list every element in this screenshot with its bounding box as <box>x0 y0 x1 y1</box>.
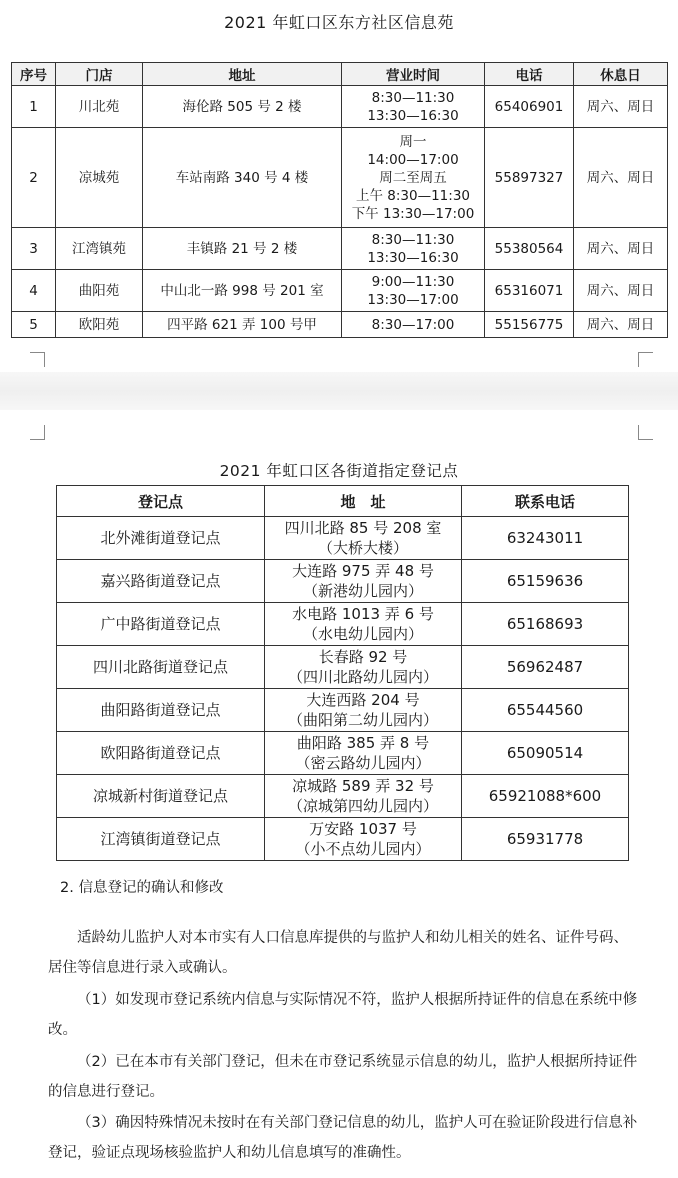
row-number: 1 <box>12 86 56 128</box>
rest-days: 周六、周日 <box>574 270 668 312</box>
hours-line: 8:30—11:30 <box>371 231 455 248</box>
header-cell: 休息日 <box>574 63 668 86</box>
address-note: （新港幼儿园内） <box>302 582 423 600</box>
table-header-row <box>12 63 668 86</box>
header-cell: 登记点 <box>57 486 265 517</box>
body-paragraph <box>48 923 638 983</box>
store-name: 曲阳苑 <box>56 270 143 312</box>
registration-point-address <box>265 517 462 560</box>
hours-line: 13:30—16:30 <box>367 249 459 266</box>
row-number: 3 <box>12 228 56 270</box>
table-row <box>12 128 668 228</box>
address-line: 万安路 1037 号 <box>309 820 417 838</box>
store-phone: 65316071 <box>485 270 574 312</box>
row-number: 2 <box>12 128 56 228</box>
header-cell: 地址 <box>143 63 342 86</box>
address-line: 凉城路 589 弄 32 号 <box>292 777 434 795</box>
hours-line: 周一 <box>399 133 427 150</box>
page-gap <box>0 372 678 410</box>
table-row <box>57 603 629 646</box>
registration-point-name: 嘉兴路街道登记点 <box>57 560 265 603</box>
row-number: 5 <box>12 312 56 338</box>
paragraph-text: 适龄幼儿监护人对本市实有人口信息库提供的与监护人和幼儿相关的姓名、证件号码、居住等信息进行录入或确认。 <box>48 930 628 976</box>
registration-point-phone: 56962487 <box>462 646 629 689</box>
table-header-row <box>57 486 629 517</box>
store-phone: 65406901 <box>485 86 574 128</box>
address-note: （曲阳第二幼儿园内） <box>287 711 438 729</box>
hours-line: 13:30—17:00 <box>367 291 459 308</box>
registration-point-name: 北外滩街道登记点 <box>57 517 265 560</box>
page-corner-mark <box>30 352 45 367</box>
address-line: 曲阳路 385 弄 8 号 <box>296 734 430 752</box>
registration-point-phone: 65090514 <box>462 732 629 775</box>
paragraph-text: （1）如发现市登记系统内信息与实际情况不符，监护人根据所持证件的信息在系统中修改。 <box>48 992 638 1038</box>
rest-days: 周六、周日 <box>574 128 668 228</box>
address-line: 大连路 975 弄 48 号 <box>292 562 434 580</box>
store-name: 江湾镇苑 <box>56 228 143 270</box>
registration-point-address <box>265 646 462 689</box>
body-paragraph <box>48 1108 638 1168</box>
header-cell: 联系电话 <box>462 486 629 517</box>
business-hours <box>342 228 485 270</box>
page-corner-mark <box>638 425 653 440</box>
store-address: 中山北一路 998 号 201 室 <box>143 270 342 312</box>
table-row <box>57 646 629 689</box>
business-hours <box>342 128 485 228</box>
address-note: （小不点幼儿园内） <box>295 840 431 858</box>
hours-line: 14:00—17:00 <box>367 151 459 168</box>
registration-point-name: 曲阳路街道登记点 <box>57 689 265 732</box>
rest-days: 周六、周日 <box>574 86 668 128</box>
store-phone: 55897327 <box>485 128 574 228</box>
hours-line: 9:00—11:30 <box>371 273 455 290</box>
hours-line: 周二至周五 <box>379 169 447 186</box>
registration-point-address <box>265 603 462 646</box>
store-address: 四平路 621 弄 100 号甲 <box>143 312 342 338</box>
page-corner-mark <box>30 425 45 440</box>
registration-point-name: 江湾镇街道登记点 <box>57 818 265 861</box>
store-address: 丰镇路 21 号 2 楼 <box>143 228 342 270</box>
row-number: 4 <box>12 270 56 312</box>
business-hours <box>342 312 485 338</box>
paragraph-text: （3）确因特殊情况未按时在有关部门登记信息的幼儿，监护人可在验证阶段进行信息补登记，验证点现场核验监护人和幼儿信息填写的准确性。 <box>48 1115 638 1161</box>
rest-days: 周六、周日 <box>574 312 668 338</box>
registration-point-name: 凉城新村街道登记点 <box>57 775 265 818</box>
store-address: 车站南路 340 号 4 楼 <box>143 128 342 228</box>
registration-point-phone: 63243011 <box>462 517 629 560</box>
header-cell: 门店 <box>56 63 143 86</box>
hours-line: 13:30—16:30 <box>367 107 459 124</box>
body-paragraph <box>48 1047 638 1107</box>
table-row <box>57 689 629 732</box>
business-hours <box>342 270 485 312</box>
table-row <box>57 560 629 603</box>
address-note: （凉城第四幼儿园内） <box>287 797 438 815</box>
registration-point-address <box>265 689 462 732</box>
paragraph-text: （2）已在本市有关部门登记，但未在市登记系统显示信息的幼儿，监护人根据所持证件的信息进行登记。 <box>48 1054 638 1100</box>
address-line: 大连西路 204 号 <box>306 691 420 709</box>
table-row <box>57 818 629 861</box>
address-note: （密云路幼儿园内） <box>295 754 431 772</box>
table-row <box>57 775 629 818</box>
registration-point-phone: 65168693 <box>462 603 629 646</box>
registration-point-name: 四川北路街道登记点 <box>57 646 265 689</box>
registration-point-phone: 65159636 <box>462 560 629 603</box>
table-row <box>57 517 629 560</box>
page-corner-mark <box>638 352 653 367</box>
table-row <box>12 86 668 128</box>
table-row <box>12 270 668 312</box>
address-note: （四川北路幼儿园内） <box>287 668 438 686</box>
registration-point-phone: 65921088*600 <box>462 775 629 818</box>
store-address: 海伦路 505 号 2 楼 <box>143 86 342 128</box>
header-cell: 地 址 <box>265 486 462 517</box>
store-phone: 55380564 <box>485 228 574 270</box>
table2-title: 2021 年虹口区各街道指定登记点 <box>219 462 459 480</box>
body-paragraph <box>48 985 638 1045</box>
registration-point-address <box>265 818 462 861</box>
hours-line: 下午 13:30—17:00 <box>351 205 475 222</box>
store-phone: 55156775 <box>485 312 574 338</box>
rest-days: 周六、周日 <box>574 228 668 270</box>
table-row <box>12 228 668 270</box>
hours-line: 8:30—17:00 <box>371 316 455 333</box>
header-cell: 序号 <box>12 63 56 86</box>
section-heading: 2. 信息登记的确认和修改 <box>60 880 224 896</box>
info-center-table <box>11 62 668 338</box>
table-row <box>12 312 668 338</box>
registration-point-address <box>265 560 462 603</box>
address-line: 四川北路 85 号 208 室 <box>284 519 442 537</box>
registration-point-address <box>265 775 462 818</box>
registration-point-address <box>265 732 462 775</box>
registration-point-name: 欧阳路街道登记点 <box>57 732 265 775</box>
store-name: 凉城苑 <box>56 128 143 228</box>
address-line: 水电路 1013 弄 6 号 <box>292 605 434 623</box>
header-cell: 营业时间 <box>342 63 485 86</box>
address-note: （大桥大楼） <box>317 539 408 557</box>
registration-point-phone: 65544560 <box>462 689 629 732</box>
hours-line: 上午 8:30—11:30 <box>355 187 470 204</box>
hours-line: 8:30—11:30 <box>371 89 455 106</box>
header-cell: 电话 <box>485 63 574 86</box>
table-row <box>57 732 629 775</box>
store-name: 欧阳苑 <box>56 312 143 338</box>
registration-point-phone: 65931778 <box>462 818 629 861</box>
business-hours <box>342 86 485 128</box>
registration-point-name: 广中路街道登记点 <box>57 603 265 646</box>
address-note: （水电幼儿园内） <box>302 625 423 643</box>
address-line: 长春路 92 号 <box>318 648 408 666</box>
table1-title: 2021 年虹口区东方社区信息苑 <box>224 13 454 32</box>
registration-points-table <box>56 485 629 861</box>
store-name: 川北苑 <box>56 86 143 128</box>
